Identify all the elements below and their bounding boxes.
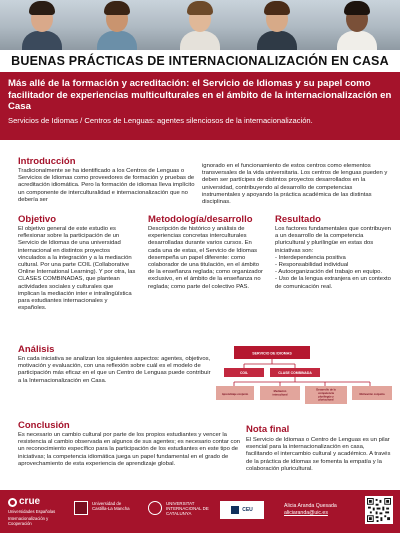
uic-logo [148, 501, 212, 517]
crue-ring-icon [8, 498, 17, 507]
crue-subtitle: Universidades Españolas [8, 509, 56, 514]
poster-title: BUENAS PRÁCTICAS DE INTERNACIONALIZACIÓN EN CASA [0, 50, 400, 72]
uclm-logo [74, 501, 134, 515]
resultado-item: - Responsabilidad individual [275, 262, 349, 269]
student-figure [20, 0, 64, 50]
author-email[interactable]: aliciaranda@uic.es [284, 510, 328, 516]
qr-code-icon [365, 496, 393, 524]
resultado-intro: Los factores fundamentales que contribuyen a un desarrollo de la competencia pluricultural y plurilingüe en estas dos iniciativas son: [275, 226, 391, 254]
nota-final-text: El Servicio de Idiomas o Centro de Lenguas es un pilar esencial para la internacionalización en casa, facilitando el intercambio cultural y académico. A través de la práctica de idiomas se fomenta la empatía y la colaboración pluricultural. [246, 437, 391, 472]
resultado-item: - Uso de la lengua extranjera en un contexto de comunicación real. [275, 276, 391, 290]
uclm-emblem-icon [74, 501, 88, 515]
metodologia-text: Descripción de histórico y análisis de experiencias concretas interculturales desarrolladas durante varios cursos. En cada una de estas, el Servicio de Idiomas desempeña un papel diferente: como colaborador de una titulación, en el ámbito de la enseñanza reglada; como organizador exclusivo, en el ámbito de la enseñanza no reglada; como parte del colectivo PAS. [148, 226, 263, 290]
diagram-node-clase-label: CLASE COMBINADA [278, 371, 312, 375]
introduccion-title: Introducción [18, 156, 76, 167]
introduccion-section [18, 156, 200, 204]
introduccion-text-right: ignorado en el funcionamiento de estos centros como elementos transversales de la vida universitaria. Los centros de lenguas pueden y deben ser partícipes de distintos proyectos desarrollados en la universidad, contribuyendo al desarrollo de competencias instrumentales y apoyando la práctica académica de las distintas disciplinas. [202, 163, 388, 206]
diagram-leaf-label: Aprendizaje conjunto [221, 393, 249, 396]
analisis-section [18, 344, 214, 385]
headline-banner [0, 72, 400, 140]
resultado-title: Resultado [275, 214, 321, 225]
student-figure [95, 0, 139, 50]
diagram-node-coil-label: COIL [239, 371, 249, 375]
resultado-item: - Interdependencia positiva [275, 254, 346, 261]
student-figure [335, 0, 379, 50]
crue-logo [8, 497, 58, 526]
diagram-node-root-label: SERVICIO DE IDIOMAS [252, 351, 292, 356]
uic-name: UNIVERSITAT INTERNACIONAL DE CATALUNYA [166, 501, 209, 517]
student-figure [255, 0, 299, 50]
ceu-logo [220, 501, 264, 519]
diagram-leaf-label: Desarrollo de la competencia plurilingüe y pluricultural [316, 388, 336, 402]
poster-subtitle: Servicios de Idiomas / Centros de Lenguas: agentes silenciosos de la internacionalización. [8, 115, 313, 125]
introduccion-text-left: Tradicionalmente se ha identificado a los Centros de Lenguas o Servicios de Idiomas como proveedores de formación y pruebas de acreditación idiomática. Pero la formación de idiomas lleva implícito un componente de interculturalidad e internacionalización que no debería ser [18, 168, 195, 203]
uic-emblem-icon [148, 501, 162, 515]
uclm-name: Universidad de Castilla-La Mancha [92, 501, 130, 512]
resultado-section [275, 214, 395, 291]
poster-headline: Más allé de la formación y acreditación: el Servicio de Idiomas y su papel como facilitador de experiencias multiculturales en el ámbito de la internacionalización en Casa [8, 78, 392, 112]
conclusion-text: Es necesario un cambio cultural por parte de los propios estudiantes y vencer la resistencia al cambio observada en algunos de sus agentes; es necesario contar con un reconocimiento específico para la participación de los estudiantes en este tipo de iniciativas; la competencia idiomática juega un papel fundamental en el grado de aprovechamiento de esta experiencia de aprendizaje global. [18, 432, 241, 467]
objetivo-text: El objetivo general de este estudio es reflexionar sobre la participación de un Servicio de Idiomas de una universidad internacional en distintos proyectos vinculados a la integración y a la mediación cultural. Por una parte COIL (Collaborative Online International Learning). Y por otra, las CLASES COMBINADAS, que plantean actividades sociales y culturales que implican la mediación inter e intralingüística para estudiantes internacionales y españoles. [18, 226, 136, 312]
nota-final-section [246, 424, 392, 473]
ceu-emblem-icon [231, 506, 239, 514]
resultado-item: - Autoorganización del trabajo en equipo. [275, 269, 383, 276]
conclusion-title: Conclusión [18, 420, 70, 431]
crue-name: crue [19, 496, 41, 507]
conclusion-section [18, 420, 240, 468]
nota-final-title: Nota final [246, 424, 290, 435]
ceu-name: CEU [242, 507, 253, 513]
author-info [284, 503, 337, 517]
diagram-leaf-label: Mediación intercultural [272, 390, 288, 397]
metodologia-section [148, 214, 266, 291]
org-diagram [216, 344, 396, 414]
diagram-leaf-label: Motivación conjunta [359, 393, 385, 396]
author-name: Alicia Aranda Quesada [284, 503, 337, 509]
metodologia-title: Metodología/desarrollo [148, 214, 253, 225]
crue-subtitle-2: Internacionalización y Cooperación [8, 516, 49, 526]
header-photo-students [0, 0, 400, 50]
student-figure [178, 0, 222, 50]
footer-logos [0, 490, 400, 533]
objetivo-title: Objetivo [18, 214, 57, 225]
analisis-title: Análisis [18, 344, 55, 355]
analisis-text: En cada iniciativa se analizan los siguientes aspectos: agentes, objetivos, motivación y evaluación, con una reflexión sobre cuál es el modelo de participación más eficaz en el que un Centro de Lenguas puede contribuir a la Internacionalización en Casa. [18, 356, 211, 384]
objetivo-section [18, 214, 136, 312]
